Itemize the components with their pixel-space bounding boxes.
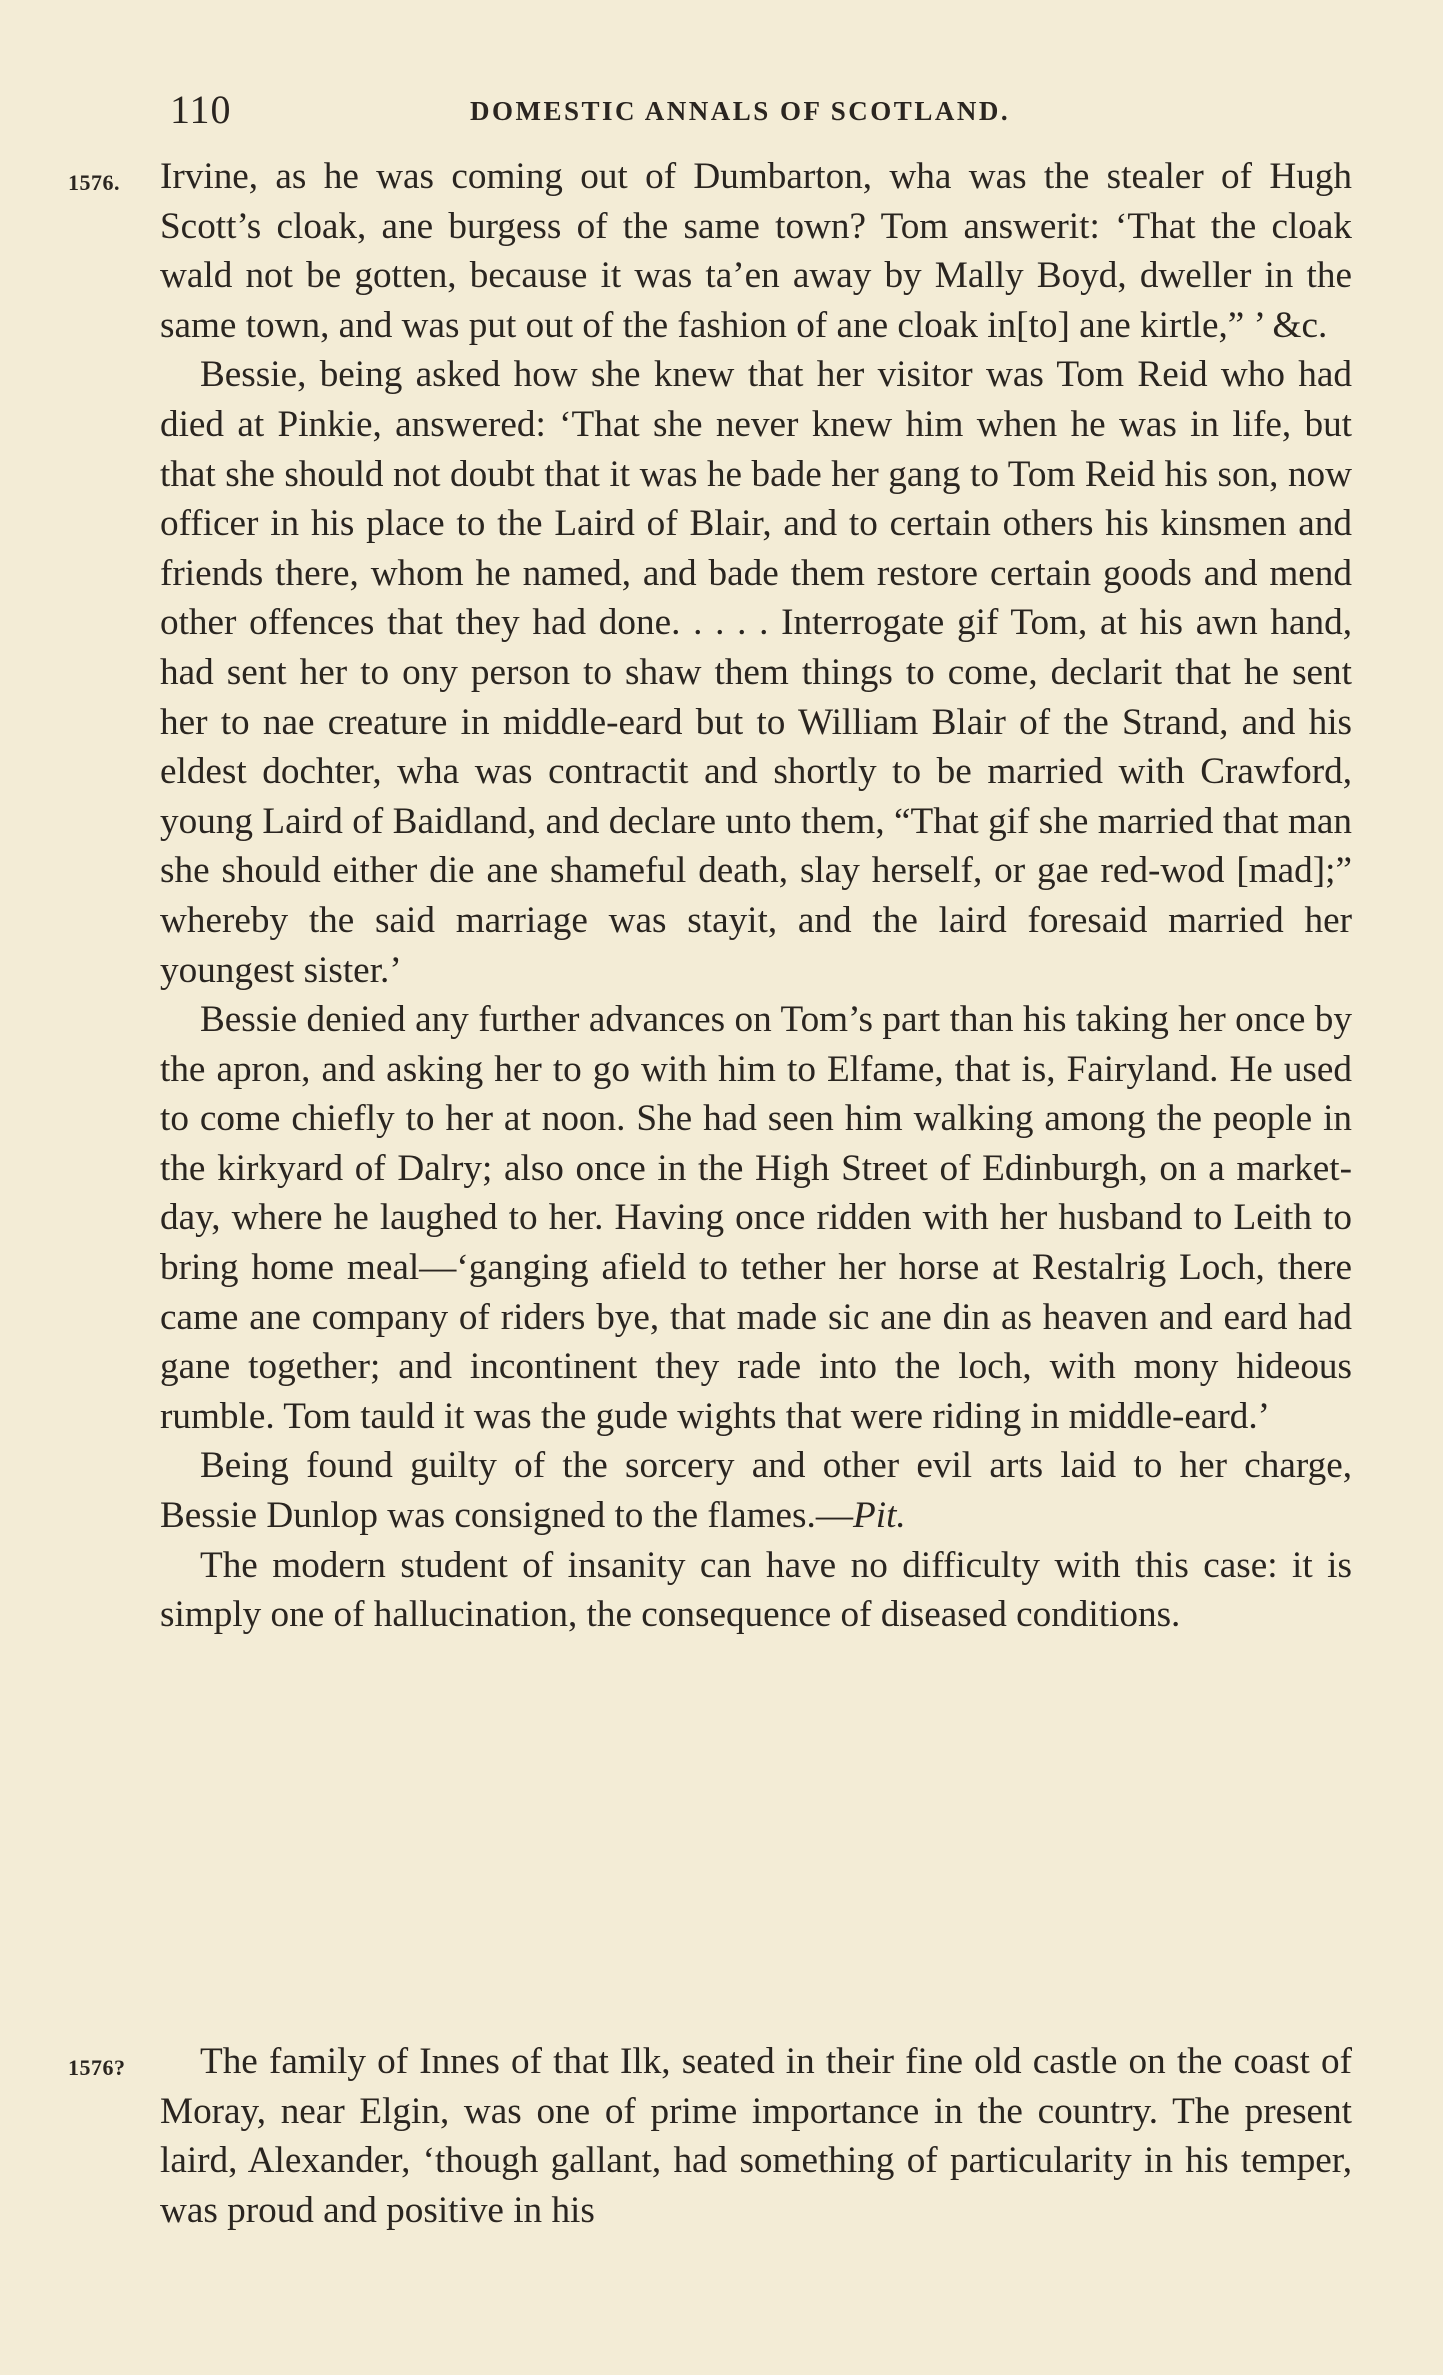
paragraph: The modern student of insanity can have no difficulty with this case: it is simply one of hallucination, the consequence of diseased conditions. xyxy=(160,1544,1352,1636)
margin-year: 1576. xyxy=(68,170,120,195)
paragraph: Bessie, being asked how she knew that her visitor was Tom Reid who had died at Pinkie, answered: ‘That she never knew him when he was in life, but that she should not doubt that it was he bade her gang to Tom Reid his son, now officer in his place to the Laird of Blair, and to certain others his kinsmen and friends there, whom he named, and bade them restore certain goods and mend other offences that they had done. . . . . Interrogate gif Tom, at his awn hand, had sent her to ony person to shaw them things to come, declarit that he sent her to nae creature in middle-eard but to William Blair of the Strand, and his eldest dochter, wha was contractit and shortly to be married with Crawford, young Laird of Baidland, and declare unto them, “That gif she married that man she should either die ane shameful death, slay herself, or gae red-wod [mad];” whereby the said marriage was stayit, and the laird foresaid married her youngest sister.’ xyxy=(160,354,1352,991)
running-title: DOMESTIC ANNALS OF SCOTLAND. xyxy=(470,96,1011,126)
page-number: 110 xyxy=(170,87,232,132)
paragraph: The family of Innes of that Ilk, seated in their fine old castle on the coast of Moray, near Elgin, was one of prime importance in the country. The present laird, Alexander, ‘though gallant, had something of particularity in his temper, was proud and positive in his xyxy=(160,2041,1352,2231)
page-header xyxy=(0,86,1443,136)
paragraph xyxy=(160,1441,1352,1540)
entry-1576-query xyxy=(68,2037,1352,2235)
entry-1576 xyxy=(68,152,1352,1640)
paragraph-continuation: Irvine, as he was coming out of Dumbarton, wha was the stealer of Hugh Scott’s cloak, ane burgess of the same town? Tom answerit: ‘That the cloak wald not be gotten, because it was ta’en away by Mally Boyd, dweller in the same town, and was put out of the fashion of ane cloak in[to] ane kirtle,” ’ &c. xyxy=(160,156,1352,346)
margin-year: 1576? xyxy=(68,2055,126,2080)
source-citation: Pit. xyxy=(853,1495,906,1537)
paragraph: Bessie denied any further advances on Tom’s part than his taking her once by the apron, and asking her to go with him to Elfame, that is, Fairyland. He used to come chiefly to her at noon. She had seen him walking among the people in the kirkyard of Dalry; also once in the High Street of Edinburgh, on a market-day, where he laughed to her. Having once ridden with her husband to Leith to bring home meal—‘ganging afield to tether her horse at Restalrig Loch, there came ane company of riders bye, that made sic ane din as heaven and eard had gane together; and incontinent they rade into the loch, with mony hideous rumble. Tom tauld it was the gude wights that were riding in middle-eard.’ xyxy=(160,999,1352,1437)
paragraph-text: Being found guilty of the sorcery and other evil arts laid to her charge, Bessie Dunlop was consigned to the flames.— xyxy=(160,1445,1352,1537)
